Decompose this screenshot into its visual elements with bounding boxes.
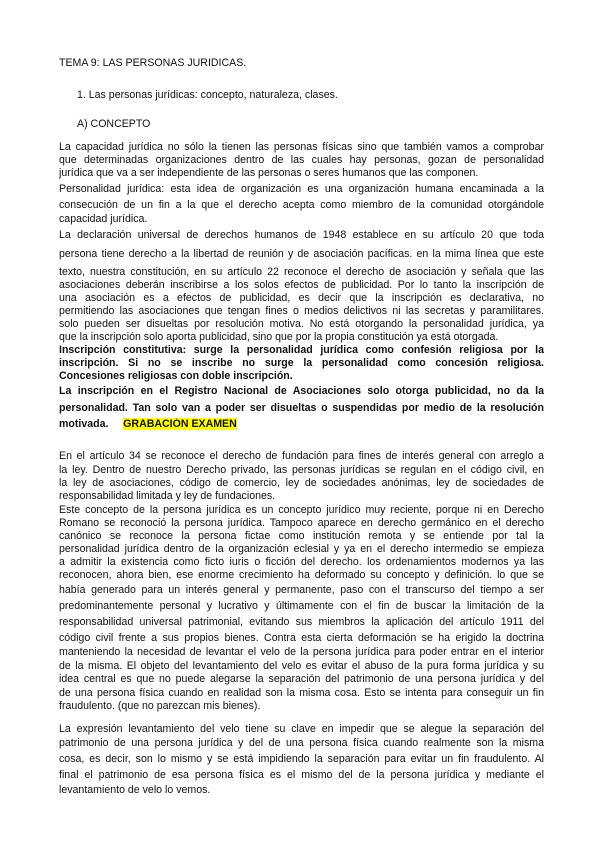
paragraph-line: manteniendo la necesidad de levantar el velo de la persona jurídica para poder entrar en el interior (59, 646, 544, 658)
paragraph-line: consecución de un fin a la que el derecho acepta como miembro de la comunidad otorgándole (59, 199, 544, 211)
paragraph-line: de la misma. El objeto del levantamiento del velo es evitar el abuso de la pura forma jurídica y su (59, 660, 544, 672)
paragraph-line: responsabilidad universal patrimonial, evitando sus miembros la aplicación del artículo 1911 del (59, 616, 544, 628)
paragraph-line: persona tiene derecho a la libertad de reunión y de asociación pacíficas. en la mima línea que este (59, 248, 544, 260)
paragraph-line: La capacidad jurídica no sólo la tienen las personas físicas sino que también vamos a comprobar (59, 141, 544, 153)
paragraph-line: canónico se reconoce la persona fictae como institución remota y se entiende por tal la (59, 530, 544, 542)
paragraph-line: la ley de asociaciones, código de comercio, ley de sociedades anónimas, ley de sociedades de (59, 477, 544, 489)
bold-line: Inscripción constitutiva: surge la personalidad jurídica como confesión religiosa por la (59, 344, 544, 356)
paragraph-line: Este concepto de la persona jurídica es un concepto jurídico muy reciente, porque ni en Derecho (59, 504, 544, 516)
bold-line: Concesiones religiosas con doble inscripción. (59, 370, 293, 382)
document-title: TEMA 9: LAS PERSONAS JURIDICAS. (59, 57, 247, 69)
paragraph-line: asociaciones deberán inscribirse a los solos efectos de publicidad. Por lo tanto la inscripción de (59, 279, 544, 291)
paragraph-line: En el artículo 34 se reconoce el derecho de fundación para fines de interés general con arreglo a (59, 450, 544, 462)
paragraph-line: a admitir la existencia como ficto iuris o ficción del derecho. los ordenamientos modernos ya las (59, 556, 544, 568)
paragraph-line: Personalidad jurídica: esta idea de organización es una organización humana encaminada a la (59, 183, 544, 195)
section-heading: A) CONCEPTO (77, 118, 151, 130)
paragraph-line: personalidad jurídica dentro de la organización eclesial y ya en el derecho intermedio se empieza (59, 543, 544, 555)
bold-line: inscripción. Si no se inscribe no surge la personalidad como concesión religiosa. (59, 357, 544, 369)
paragraph-line: una asociación es a efectos de publicidad, es decir que la inscripción es declarativa, no (59, 292, 544, 304)
list-item-1: 1. Las personas jurídicas: concepto, naturaleza, clases. (77, 89, 338, 101)
paragraph-line: que determinadas organizaciones dentro de las cuales hay personas, gozan de personalidad (59, 154, 544, 166)
paragraph-line: fraudulento. (que no parezcan mis bienes). (59, 700, 261, 712)
paragraph-line: patrimonio de una persona jurídica y del de una persona física cuando realmente son la misma (59, 737, 544, 749)
paragraph-line: que la inscripción solo aporta publicidad, sino que por la propia constitución ya está otorgada. (59, 331, 499, 343)
paragraph-line: levantamiento de velo lo vemos. (59, 784, 211, 796)
paragraph-line: La expresión levantamiento del velo tiene su clave en impedir que se alegue la separación del (59, 723, 544, 735)
bold-line-text: motivada. (59, 418, 109, 430)
paragraph-line: solo pueden ser disueltas por resolución motiva. No está otorgando la personalidad jurídica, ya (59, 318, 544, 330)
paragraph-line: Romano se reconoció la persona jurídica. Tampoco aparece en derecho germánico en el derecho (59, 517, 544, 529)
paragraph-line: responsabilidad limitada y ley de fundaciones. (59, 490, 276, 502)
paragraph-line: idea central es que no puede alegarse la separación del patrimonio de una persona jurídica y del (59, 673, 544, 685)
highlight-label: GRABACIÓN EXAMEN (123, 418, 237, 430)
paragraph-line: código civil frente a sus propios bienes. Contra esta cierta deformación se ha erigido la doctrina (59, 632, 544, 644)
paragraph-line: permitiendo las asociaciones que tengan fines o medios delictivos ni las secretas y paramilitares. (59, 305, 544, 317)
paragraph-line: capacidad jurídica. (59, 213, 148, 225)
paragraph-line: jurídica que va a ser independiente de las personas o seres humanos que las componen. (59, 167, 479, 179)
bold-line: personalidad. Tan solo van a poder ser disueltas o suspendidas por medio de la resolución (59, 402, 544, 414)
paragraph-line: la ley. Dentro de nuestro Derecho privado, las personas jurídicas se regulan en el código civil, en (59, 464, 544, 476)
paragraph-line: La declaración universal de derechos humanos de 1948 establece en su artículo 20 que toda (59, 229, 544, 241)
paragraph-line: texto, nuestra constitución, en su artículo 22 reconoce el derecho de asociación y señala que las (59, 266, 544, 278)
paragraph-line: de una persona física cuando en realidad son la misma cosa. Esto se intenta para conseguir un fin (59, 687, 544, 699)
paragraph-line: predominantemente personal y lucrativo y últimamente con el fin de buscar la limitación de la (59, 600, 544, 612)
paragraph-line: cosa, es decir, son lo mismo y se está impidiendo la separación para evitar un fin fraudulento. Al (59, 753, 544, 765)
bold-line (59, 418, 544, 431)
paragraph-line: había generado para un interés general y permanente, paso con el transcurso del tiempo a ser (59, 584, 544, 596)
paragraph-line: final el patrimonio de esa persona física es el mismo del de la persona jurídica y mediante el (59, 769, 544, 781)
paragraph-line: reconocen, ahora bien, ese enorme crecimiento ha deformado su concepto y definición. lo que se (59, 569, 544, 581)
bold-line: La inscripción en el Registro Nacional de Asociaciones solo otorga publicidad, no da la (59, 385, 544, 397)
